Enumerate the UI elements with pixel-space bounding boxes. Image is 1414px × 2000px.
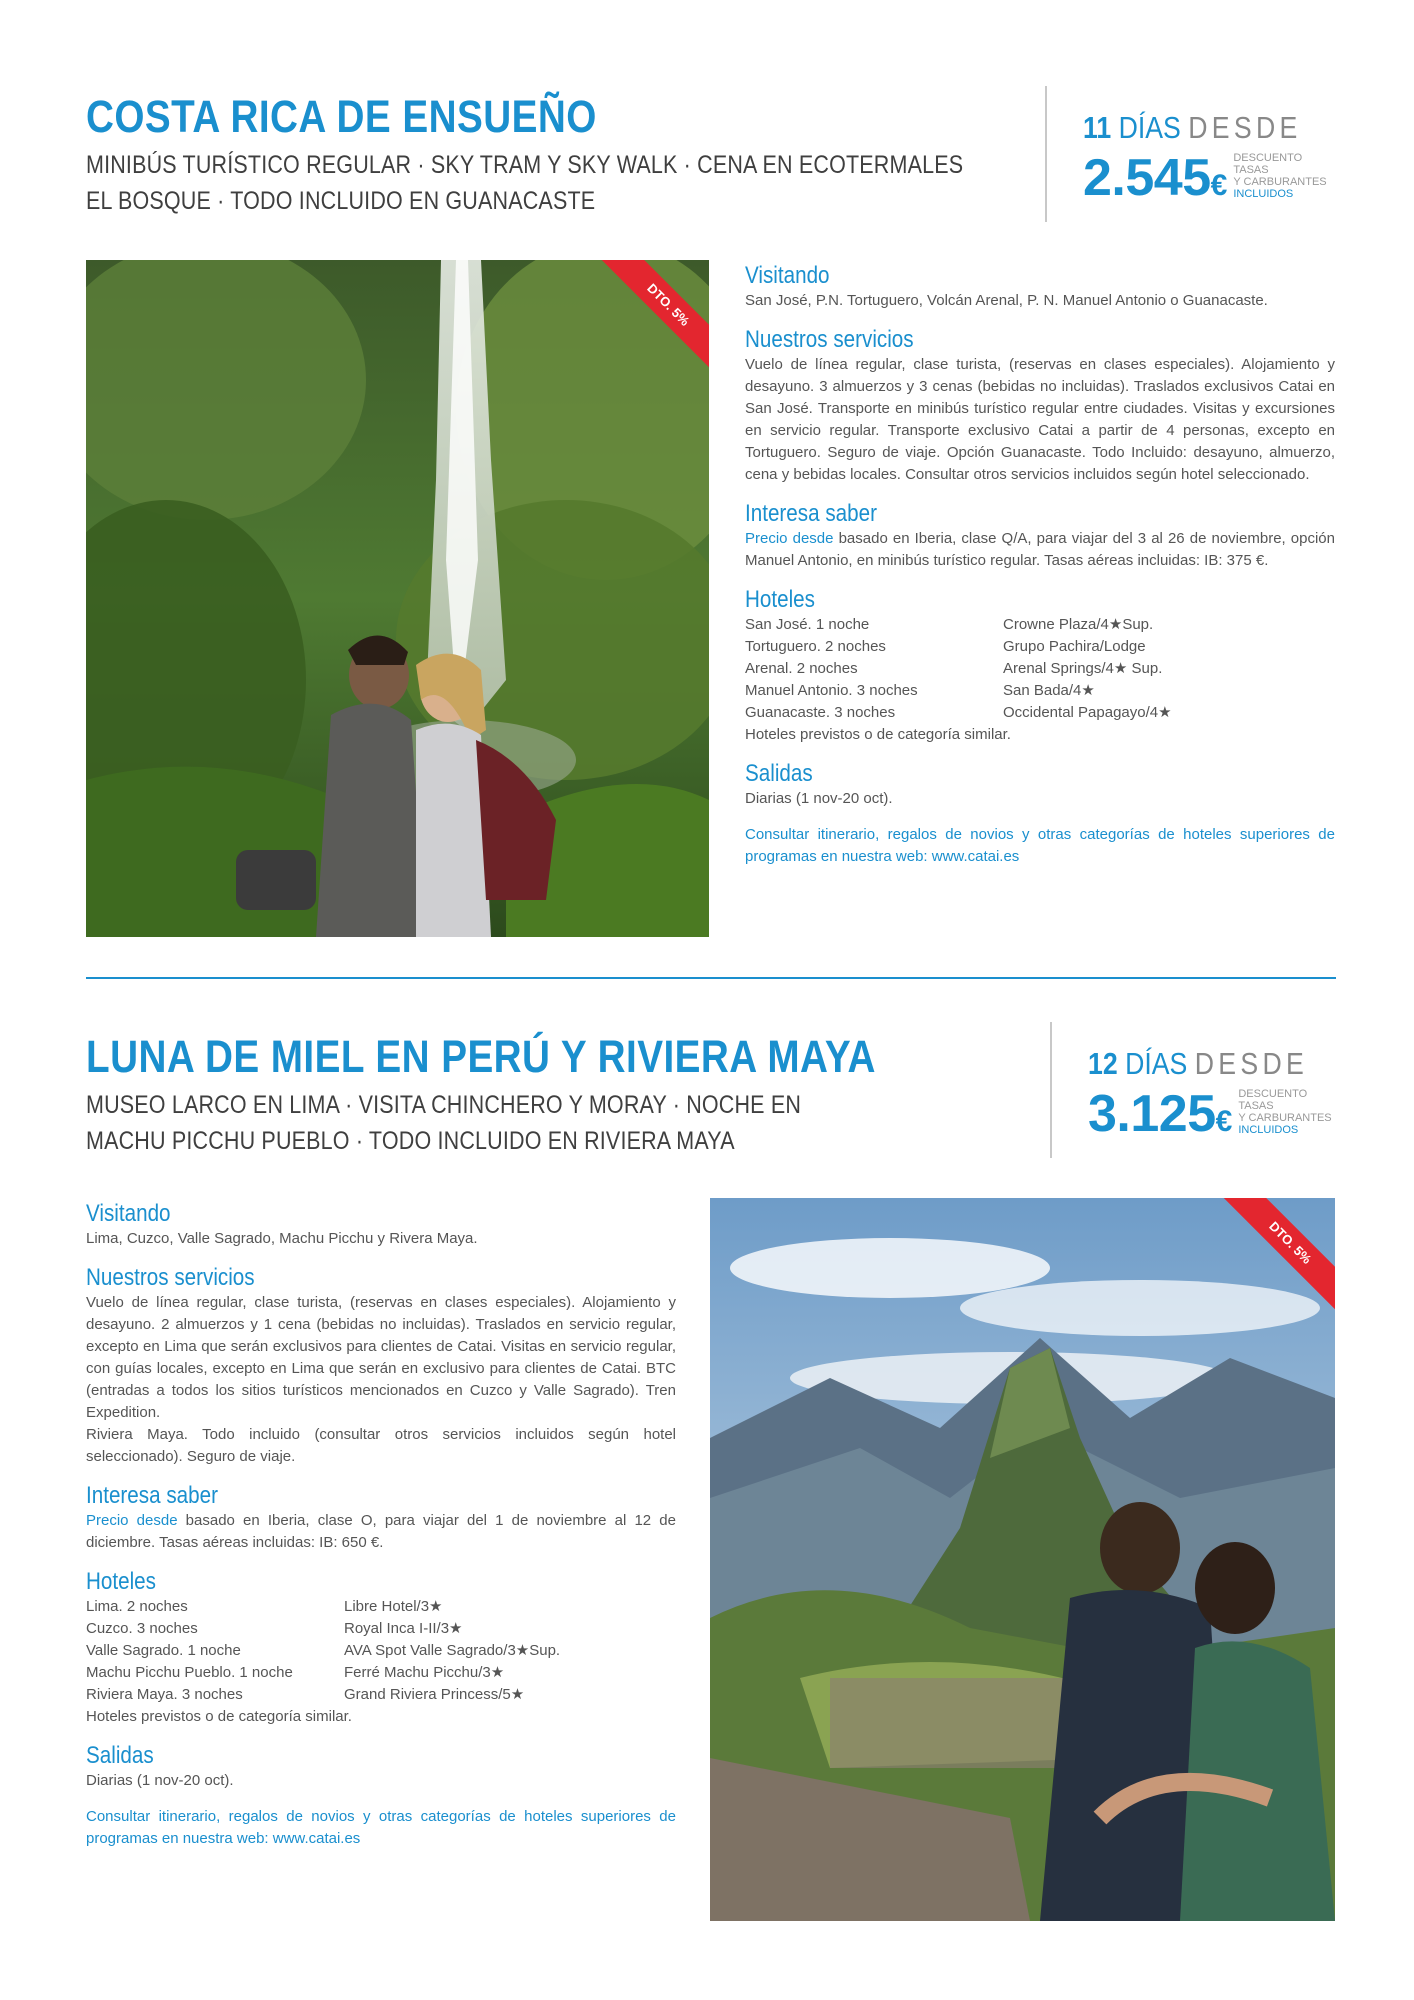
trip2-hoteles-note: Hoteles previstos o de categoría similar. (86, 1708, 352, 1725)
trip1-info (745, 262, 1335, 868)
trip2-days (1088, 1046, 1308, 1082)
trip1-visitando (745, 262, 1335, 312)
trip2-salidas (86, 1742, 676, 1792)
trip1-tax-line2: Y CARBURANTES (1233, 176, 1327, 188)
trip2-interesa (86, 1482, 676, 1554)
trip2-price: 3.125 (1088, 1085, 1216, 1143)
trip2-visitando-text: Lima, Cuzco, Valle Sagrado, Machu Picchu y Rivera Maya. (86, 1230, 478, 1247)
trip1-days (1083, 110, 1302, 146)
trip1-subtitle-line2: EL BOSQUE · TODO INCLUIDO EN GUANACASTE (86, 187, 596, 215)
hotel-place: Arenal. 2 noches (745, 660, 858, 677)
trip1-servicios-text: Vuelo de línea regular, clase turista, (reservas en clases especiales). Alojamiento y desayuno. 3 almuerzos y 3 cenas (bebidas no incluidas). Traslados exclusivos Catai en San José. Transporte en minibús turístico regular entre ciudades. Visitas y excursiones en servicio regular. Transporte exclusivo Catai a partir de 4 personas, excepto en Tortuguero. Seguro de viaje. Opción Guanacaste. Todo Incluido: desayuno, almuerzo, cena y bebidas locales. Consultar otros servicios incluidos según hotel seleccionado. (745, 356, 1335, 483)
trip1-photo-illustration (86, 260, 709, 937)
hotel-place: Tortuguero. 2 noches (745, 638, 886, 655)
trip2-currency: € (1215, 1105, 1233, 1138)
hotel-name: Grand Riviera Princess/5★ (344, 1686, 525, 1703)
trip2-servicios-text: Vuelo de línea regular, clase turista, (reservas en clases especiales). Alojamiento y desayuno. 2 almuerzos y 1 cena (bebidas no incluidas). Traslados en servicio regular, excepto en Lima que serán exclusivos para clientes de Catai. Visitas en servicio regular, con guías locales, excepto en Lima que serán en exclusivo para clientes de Catai. BTC (entradas a todos los sitios turísticos mencionados en Cuzco y Valle Sagrado). Tren Expedition. (86, 1294, 676, 1421)
trip1-salidas-text: Diarias (1 nov-20 oct). (745, 790, 893, 807)
trip2-desde: DESDE (1194, 1046, 1309, 1081)
trip2-servicios-heading: Nuestros servicios (86, 1264, 255, 1291)
hotel-name: San Bada/4★ (1003, 682, 1095, 699)
trip2-price-line (1088, 1085, 1344, 1143)
hotel-place: Cuzco. 3 noches (86, 1620, 198, 1637)
trip1-title: COSTA RICA DE ENSUEÑO (86, 91, 597, 142)
trip1-salidas (745, 760, 1335, 810)
trip2-photo (710, 1198, 1335, 1921)
trip1-header (86, 91, 1026, 219)
trip1-interesa-text (745, 528, 1335, 572)
hotel-name: Crowne Plaza/4★Sup. (1003, 616, 1154, 633)
trip2-title: LUNA DE MIEL EN PERÚ Y RIVIERA MAYA (86, 1031, 876, 1082)
trip2-subtitle-line1: MUSEO LARCO EN LIMA · VISITA CHINCHERO Y MORAY · NOCHE EN (86, 1091, 802, 1119)
hotel-name: Grupo Pachira/Lodge (1003, 638, 1146, 655)
trip1-price-line (1083, 149, 1337, 207)
hotel-name: Royal Inca I-II/3★ (344, 1620, 463, 1637)
trip2-subtitle-line2: MACHU PICCHU PUEBLO · TODO INCLUIDO EN RIVIERA MAYA (86, 1127, 735, 1155)
hotel-place: Lima. 2 noches (86, 1598, 188, 1615)
trip1-hoteles (745, 586, 1335, 746)
trip1-precio-desde: Precio desde (745, 530, 834, 547)
trip2-discount-badge: DTO. 5% (1209, 1198, 1335, 1324)
trip1-tax-line3: INCLUIDOS (1233, 188, 1294, 200)
trip1-price: 2.545 (1083, 149, 1211, 207)
trip2-servicios-text2: Riviera Maya. Todo incluido (consultar otros servicios incluidos según hotel seleccionado). Seguro de viaje. (86, 1426, 676, 1465)
hotel-place: San José. 1 noche (745, 616, 870, 633)
trip2-consultar-link[interactable]: Consultar itinerario, regalos de novios y otras categorías de hoteles superiores de programas en nuestra web: www.catai.es (86, 1808, 676, 1847)
trip1-hotel-list (745, 614, 1335, 724)
trip1-visitando-heading: Visitando (745, 262, 830, 289)
trip2-header (86, 1031, 1026, 1159)
trip2-interesa-body: basado en Iberia, clase O, para viajar del 1 de noviembre al 12 de diciembre. Tasas aéreas incluidas: IB: 650 €. (86, 1512, 676, 1551)
section-divider (86, 977, 1336, 979)
trip2-servicios (86, 1264, 676, 1468)
trip1-days-word: DÍAS (1118, 110, 1181, 145)
trip2-interesa-text (86, 1510, 676, 1554)
trip2-salidas-text: Diarias (1 nov-20 oct). (86, 1772, 234, 1789)
trip1-price-box (1045, 86, 1337, 222)
hotel-name: Libre Hotel/3★ (344, 1598, 443, 1615)
trip2-precio-desde: Precio desde (86, 1512, 178, 1529)
trip2-hoteles-heading: Hoteles (86, 1568, 156, 1595)
trip2-visitando-heading: Visitando (86, 1200, 171, 1227)
hotel-place: Guanacaste. 3 noches (745, 704, 896, 721)
hotel-place: Riviera Maya. 3 noches (86, 1686, 243, 1703)
trip1-currency: € (1210, 169, 1228, 202)
trip2-tax-line2: Y CARBURANTES (1238, 1112, 1332, 1124)
trip1-days-number: 11 (1083, 110, 1112, 145)
hotel-place: Machu Picchu Pueblo. 1 noche (86, 1664, 293, 1681)
trip1-interesa-heading: Interesa saber (745, 500, 877, 527)
trip1-interesa (745, 500, 1335, 572)
trip2-days-word: DÍAS (1125, 1046, 1188, 1081)
trip1-consultar-link[interactable]: Consultar itinerario, regalos de novios y otras categorías de hoteles superiores de programas en nuestra web: www.catai.es (745, 826, 1335, 865)
trip1-tax-line1: DESCUENTO TASAS (1233, 152, 1303, 176)
trip1-desde: DESDE (1188, 110, 1302, 145)
trip2-tax-line3: INCLUIDOS (1238, 1124, 1299, 1136)
trip2-photo-illustration (710, 1198, 1335, 1921)
trip2-interesa-heading: Interesa saber (86, 1482, 218, 1509)
trip2-hoteles (86, 1568, 676, 1728)
trip2-hotel-list (86, 1596, 676, 1706)
trip1-servicios (745, 326, 1335, 486)
trip1-interesa-body: basado en Iberia, clase Q/A, para viajar del 3 al 26 de noviembre, opción Manuel Antonio, en minibús turístico regular. Tasas aéreas incluidas: IB: 375 €. (745, 530, 1335, 569)
trip2-visitando (86, 1200, 676, 1250)
hotel-name: Ferré Machu Picchu/3★ (344, 1664, 505, 1681)
trip1-discount-badge: DTO. 5% (587, 260, 709, 386)
hotel-place: Valle Sagrado. 1 noche (86, 1642, 241, 1659)
hotel-place: Manuel Antonio. 3 noches (745, 682, 918, 699)
trip1-salidas-heading: Salidas (745, 760, 813, 787)
trip2-tax-note (1238, 1088, 1344, 1136)
trip1-subtitle-line1: MINIBÚS TURÍSTICO REGULAR · SKY TRAM Y SKY WALK · CENA EN ECOTERMALES (86, 151, 964, 179)
hotel-name: AVA Spot Valle Sagrado/3★Sup. (344, 1642, 561, 1659)
trip1-visitando-text: San José, P.N. Tortuguero, Volcán Arenal, P. N. Manuel Antonio o Guanacaste. (745, 292, 1268, 309)
trip1-hoteles-note: Hoteles previstos o de categoría similar. (745, 726, 1011, 743)
trip2-salidas-heading: Salidas (86, 1742, 154, 1769)
trip1-photo (86, 260, 709, 937)
trip2-days-number: 12 (1088, 1046, 1118, 1081)
trip1-servicios-heading: Nuestros servicios (745, 326, 914, 353)
trip2-price-box (1050, 1022, 1342, 1158)
trip2-info (86, 1200, 676, 1850)
trip2-tax-line1: DESCUENTO TASAS (1238, 1088, 1308, 1112)
trip1-hoteles-heading: Hoteles (745, 586, 815, 613)
hotel-name: Arenal Springs/4★ Sup. (1003, 660, 1163, 677)
hotel-name: Occidental Papagayo/4★ (1003, 704, 1172, 721)
trip1-tax-note (1233, 152, 1337, 200)
